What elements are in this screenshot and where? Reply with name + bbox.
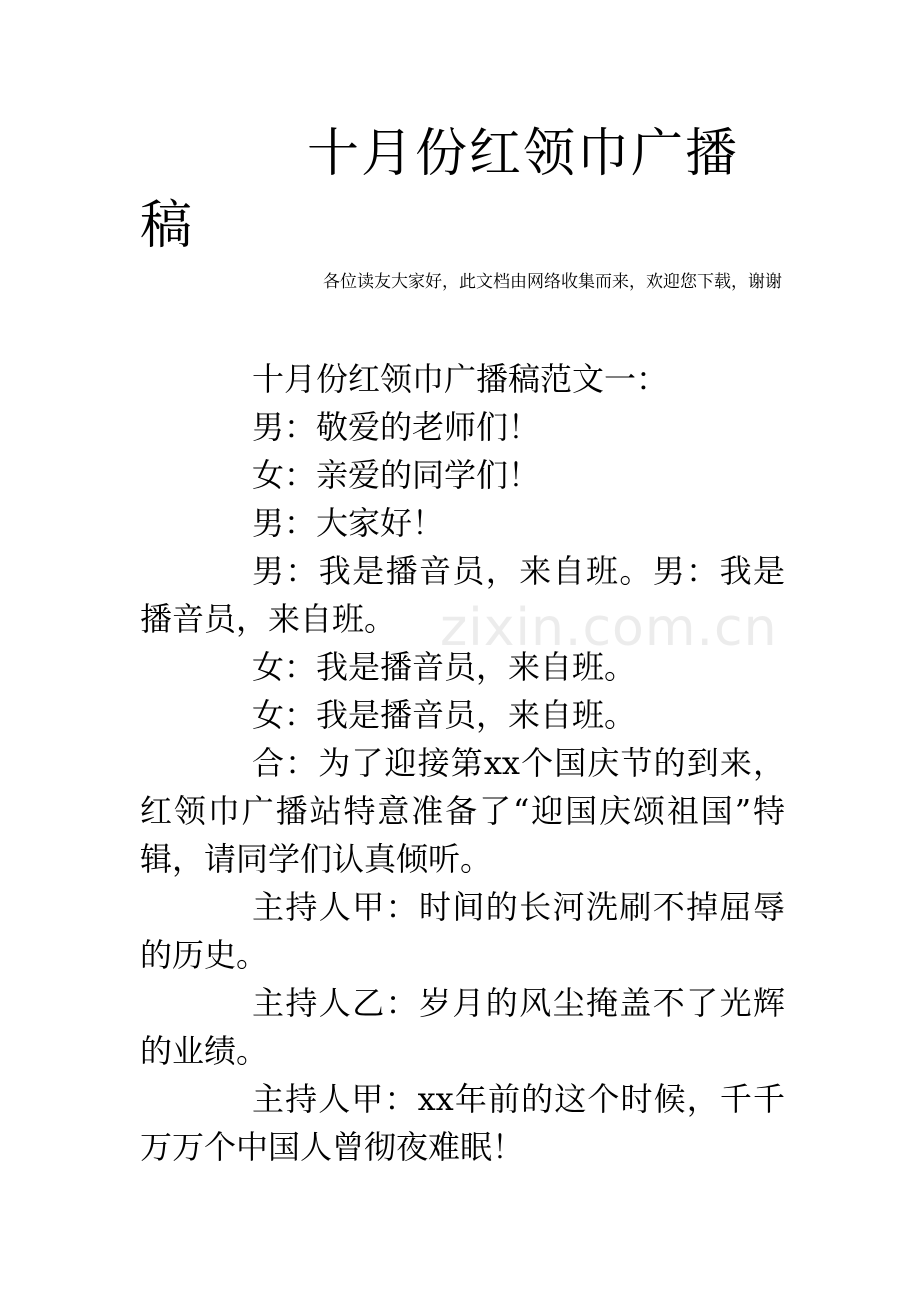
watermark: zixin.com.cn bbox=[440, 598, 778, 658]
paragraph: 女：亲爱的同学们！ bbox=[252, 456, 541, 494]
paragraph: 合：为了迎接第xx个国庆节的到来，红领巾广播站特意准备了“迎国庆颂祖国”特辑，请同学们认真倾听。 bbox=[140, 744, 785, 878]
paragraph: 女：我是播音员，来自班。 bbox=[252, 648, 637, 686]
paragraph: 主持人乙：岁月的风尘掩盖不了光辉的业绩。 bbox=[140, 984, 785, 1070]
document-subtitle: 各位读友大家好，此文档由网络收集而来，欢迎您下载，谢谢 bbox=[323, 272, 782, 292]
document-title: 十月份红领巾广播稿 bbox=[140, 124, 740, 256]
paragraph: 主持人甲：xx年前的这个时候，千千万万个中国人曾彻夜难眠！ bbox=[140, 1080, 785, 1166]
paragraph: 男：我是播音员，来自班。男：我是播音员，来自班。 bbox=[140, 552, 785, 638]
paragraph: 女：我是播音员，来自班。 bbox=[252, 696, 637, 734]
paragraph: 十月份红领巾广播稿范文一： bbox=[252, 360, 669, 398]
document-body bbox=[140, 355, 785, 1171]
paragraph: 主持人甲：时间的长河洗刷不掉屈辱的历史。 bbox=[140, 888, 785, 974]
paragraph: 男：大家好！ bbox=[252, 504, 445, 542]
paragraph: 男：敬爱的老师们！ bbox=[252, 408, 541, 446]
